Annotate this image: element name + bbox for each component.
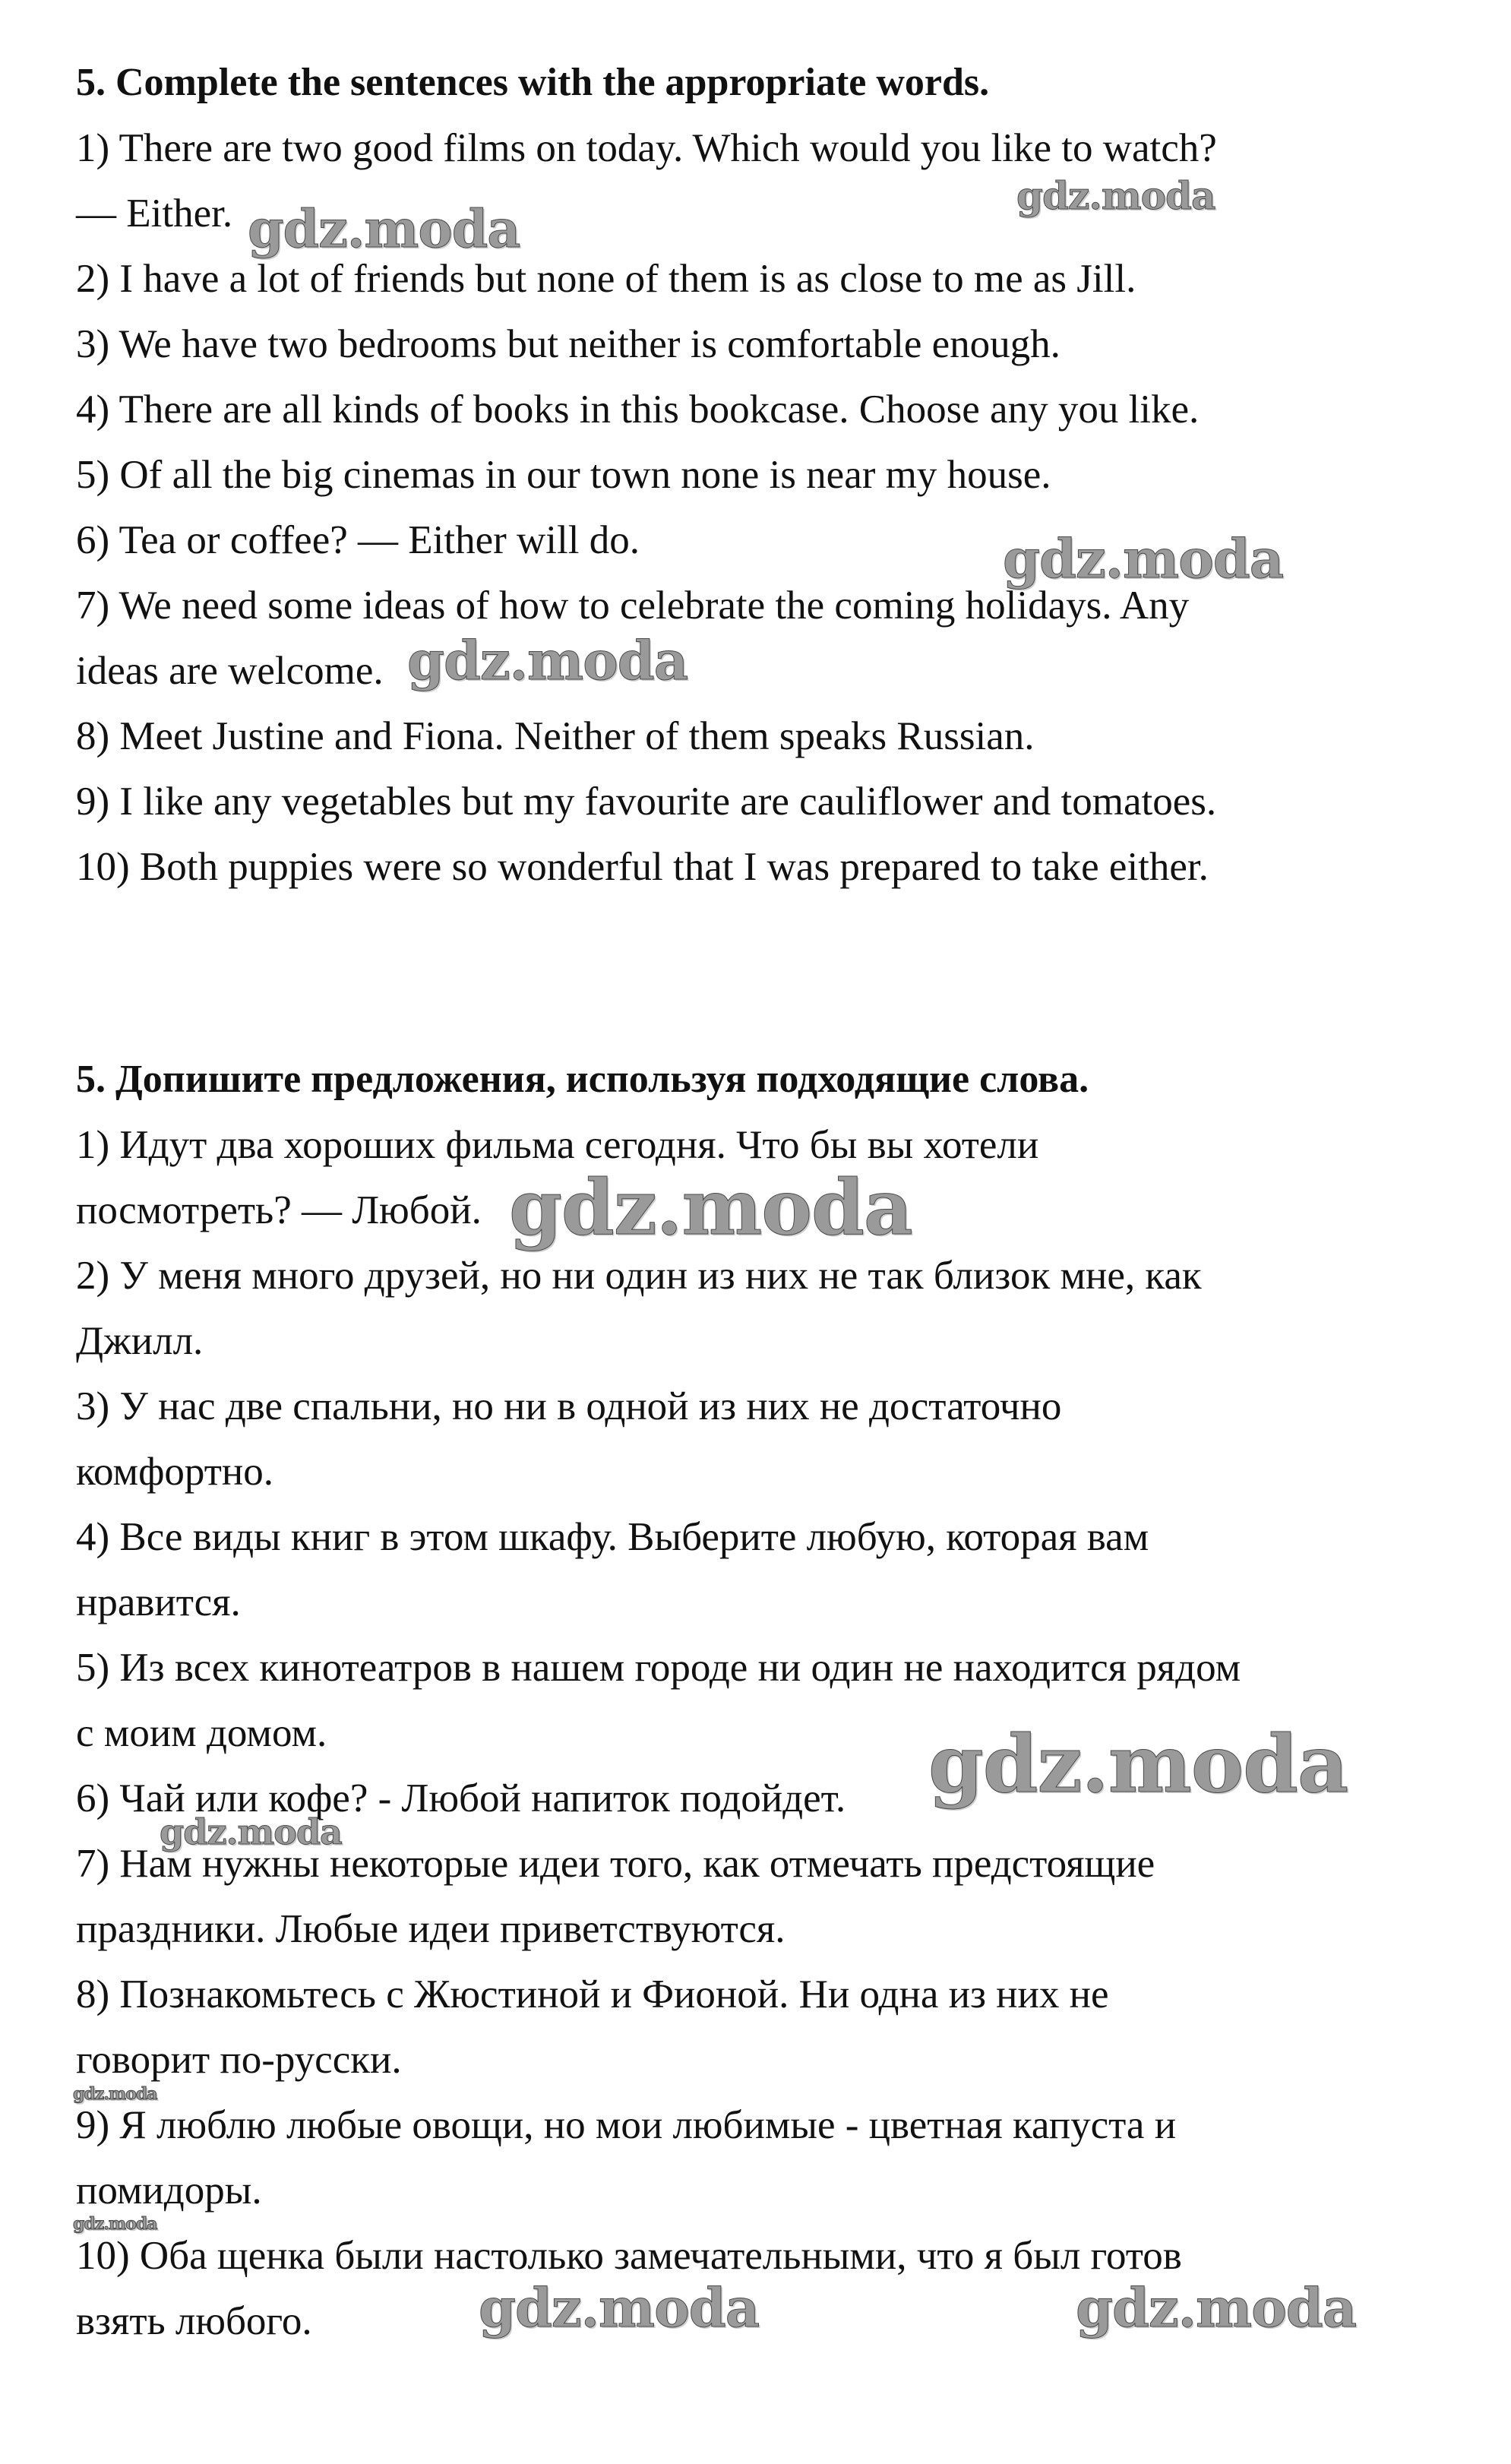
russian-line-4: Джилл. — [76, 1319, 204, 1363]
watermark-logo: gdz.moda — [1076, 2276, 1357, 2339]
watermark-logo: gdz.moda — [73, 2214, 157, 2234]
english-line-12: 10) Both puppies were so wonderful that I was prepared to take either. — [76, 845, 1209, 889]
russian-line-2: посмотреть? — Любой. — [76, 1188, 482, 1232]
russian-line-12: 7) Нам нужны некоторые идеи того, как отмечать предстоящие — [76, 1842, 1155, 1886]
english-task-heading: 5. Complete the sentences with the appropriate words. — [76, 61, 990, 104]
russian-line-8: нравится. — [76, 1580, 241, 1624]
russian-line-18: 10) Оба щенка были настолько замечательными, что я был готов — [76, 2234, 1182, 2278]
russian-line-17: помидоры. — [76, 2168, 262, 2213]
russian-line-3: 2) У меня много друзей, но ни один из них не так близок мне, как — [76, 1254, 1202, 1298]
russian-line-10: с моим домом. — [76, 1711, 327, 1755]
english-line-10: 8) Meet Justine and Fiona. Neither of them speaks Russian. — [76, 714, 1035, 758]
russian-line-14: 8) Познакомьтесь с Жюстиной и Фионой. Ни одна из них не — [76, 1972, 1109, 2016]
english-line-5: 4) There are all kinds of books in this bookcase. Choose any you like. — [76, 387, 1200, 432]
russian-line-16: 9) Я люблю любые овощи, но мои любимые - цветная капуста и — [76, 2103, 1177, 2147]
watermark-logo: gdz.moda — [479, 2276, 760, 2339]
english-line-1: 1) There are two good films on today. Which would you like to watch? — [76, 126, 1217, 170]
russian-line-1: 1) Идут два хороших фильма сегодня. Что бы вы хотели — [76, 1123, 1039, 1167]
english-line-3: 2) I have a lot of friends but none of them is as close to me as Jill. — [76, 257, 1136, 301]
english-line-7: 6) Tea or coffee? — Either will do. — [76, 518, 640, 562]
russian-line-9: 5) Из всех кинотеатров в нашем городе ни один не находится рядом — [76, 1646, 1241, 1690]
english-line-4: 3) We have two bedrooms but neither is comfortable enough. — [76, 322, 1061, 366]
watermark-logo: gdz.moda — [73, 2084, 157, 2104]
english-line-2: — Either. — [76, 191, 233, 236]
watermark-logo: gdz.moda — [1003, 527, 1284, 590]
watermark-logo: gdz.moda — [1016, 173, 1215, 218]
watermark-logo: gdz.moda — [160, 1811, 342, 1852]
watermark-logo: gdz.moda — [928, 1717, 1348, 1811]
watermark-logo: gdz.moda — [509, 1162, 912, 1252]
russian-line-6: комфортно. — [76, 1450, 274, 1494]
watermark-logo: gdz.moda — [407, 629, 688, 692]
russian-line-7: 4) Все виды книг в этом шкафу. Выберите любую, которая вам — [76, 1515, 1149, 1559]
russian-line-15: говорит по-русски. — [76, 2038, 402, 2082]
russian-line-13: праздники. Любые идеи приветствуются. — [76, 1907, 786, 1951]
english-line-8: 7) We need some ideas of how to celebrate the coming holidays. Any — [76, 584, 1190, 628]
english-line-9: ideas are welcome. — [76, 649, 384, 693]
russian-task-heading: 5. Допишите предложения, используя подходящие слова. — [76, 1058, 1089, 1101]
russian-line-5: 3) У нас две спальни, но ни в одной из них не достаточно — [76, 1384, 1062, 1428]
watermark-logo: gdz.moda — [248, 199, 520, 260]
english-line-6: 5) Of all the big cinemas in our town none is near my house. — [76, 453, 1051, 497]
english-line-11: 9) I like any vegetables but my favourite are cauliflower and tomatoes. — [76, 780, 1217, 824]
russian-line-11: 6) Чай или кофе? - Любой напиток подойдет. — [76, 1776, 846, 1820]
russian-line-19: взять любого. — [76, 2299, 312, 2343]
